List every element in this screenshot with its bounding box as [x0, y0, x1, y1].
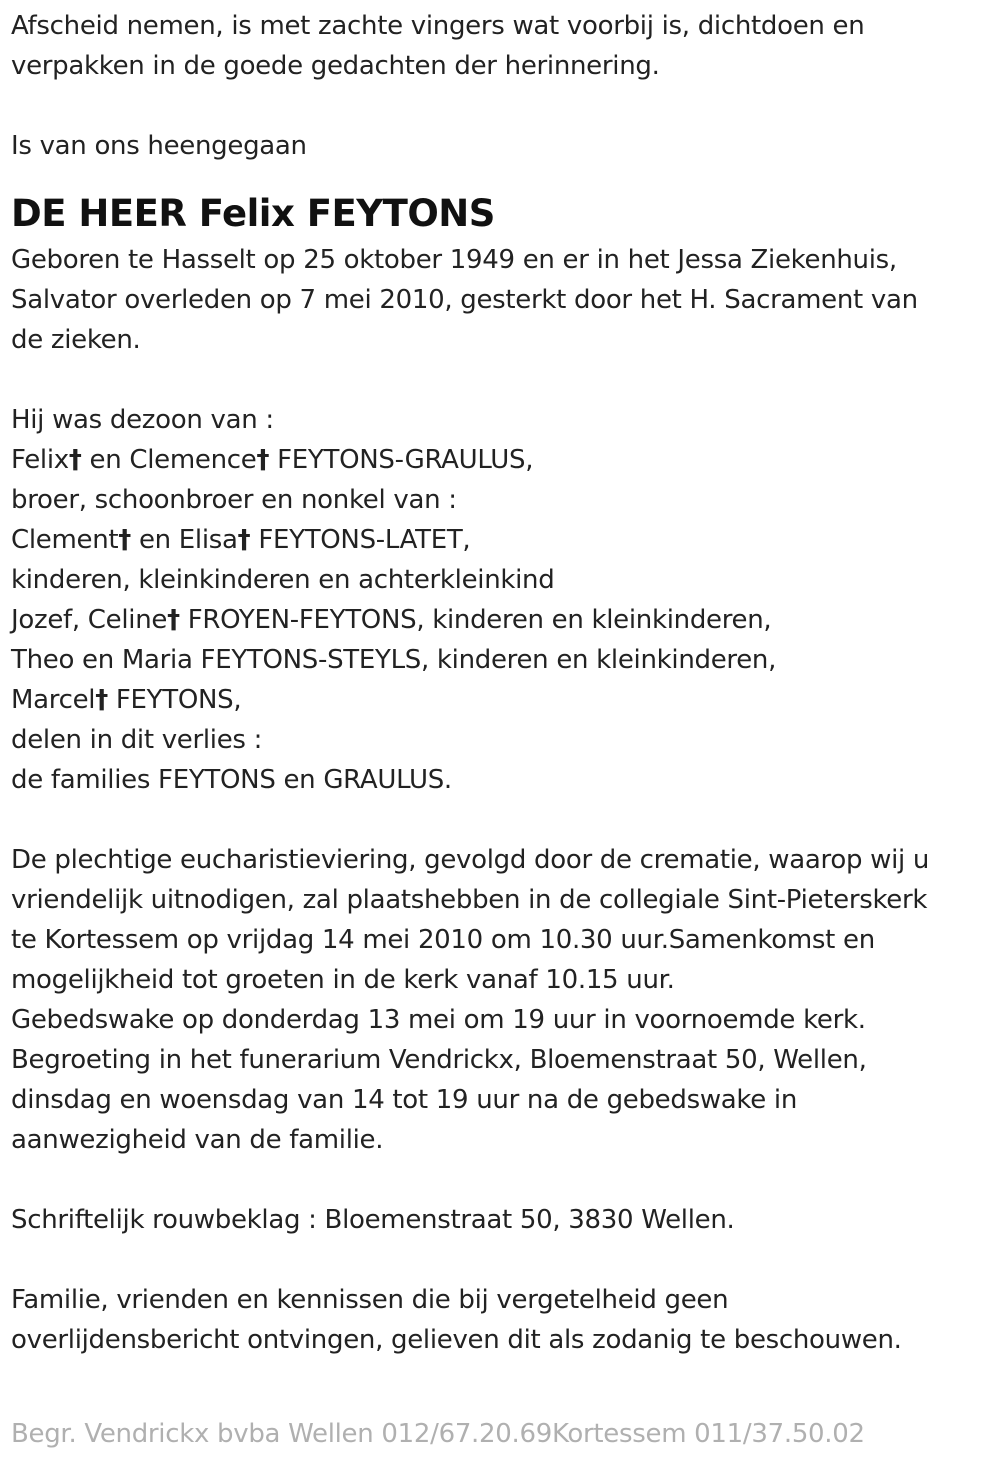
birth-line-1: Geboren te Hasselt op 25 oktober 1949 en er in het Jessa Ziekenhuis,: [11, 245, 897, 275]
deceased-name: DE HEER Felix FEYTONS: [11, 192, 495, 235]
spacer: [11, 360, 990, 400]
funeral-home-footer: Begr. Vendrickx bvba Wellen 012/67.20.69Kortessem 011/37.50.02: [11, 1419, 865, 1449]
ceremony-line-5: Gebedswake op donderdag 13 mei om 19 uur in voornoemde kerk.: [11, 1005, 866, 1035]
ceremony-line-7: dinsdag en woensdag van 14 tot 19 uur na de gebedswake in: [11, 1085, 798, 1115]
families-line: de families FEYTONS en GRAULUS.: [11, 765, 452, 795]
announce-text: Is van ons heengegaan: [11, 131, 307, 161]
notice-line-2: overlijdensbericht ontvingen, gelieven dit als zodanig te beschouwen.: [11, 1325, 902, 1355]
intro-line-2: verpakken in de goede gedachten der herinnering.: [11, 51, 660, 81]
spacer: [11, 166, 990, 192]
ceremony-line-4: mogelijkheid tot groeten in de kerk vanaf 10.15 uur.: [11, 965, 675, 995]
share-label: delen in dit verlies :: [11, 725, 263, 755]
son-of-label: Hij was dezoon van :: [11, 405, 274, 435]
parent-name: en Clemence: [81, 445, 257, 475]
brother-label: broer, schoonbroer en nonkel van :: [11, 485, 457, 515]
spacer: [11, 800, 990, 840]
cross-icon: †: [237, 525, 251, 555]
ceremony-line-8: aanwezigheid van de familie.: [11, 1125, 384, 1155]
ceremony-line-6: Begroeting in het funerarium Vendrickx, Bloemenstraat 50, Wellen,: [11, 1045, 867, 1075]
cross-icon: †: [118, 525, 131, 555]
sibling-surname: FEYTONS-LATET,: [250, 525, 471, 555]
siblings-line-4: [11, 680, 990, 720]
sibling-name: Marcel: [11, 685, 96, 715]
birth-line-3: de zieken.: [11, 325, 141, 355]
sibling-name: en Elisa: [130, 525, 238, 555]
siblings-line-1: [11, 520, 990, 560]
parent-name: Felix: [11, 445, 69, 475]
birth-line-2: Salvator overleden op 7 mei 2010, gesterkt door het H. Sacrament van: [11, 285, 918, 315]
cross-icon: †: [95, 685, 108, 715]
ceremony-line-2: vriendelijk uitnodigen, zal plaatshebben in de collegiale Sint-Pieterskerk: [11, 885, 928, 915]
spacer: [11, 86, 990, 126]
parents-surname: FEYTONS-GRAULUS,: [269, 445, 534, 475]
ceremony-line-3: te Kortessem op vrijdag 14 mei 2010 om 10.30 uur.Samenkomst en: [11, 925, 875, 955]
intro-line-1: Afscheid nemen, is met zachte vingers wat voorbij is, dichtdoen en: [11, 11, 865, 41]
siblings-line-3: Theo en Maria FEYTONS-STEYLS, kinderen en kleinkinderen,: [11, 645, 777, 675]
sibling-name: Jozef, Celine: [11, 605, 168, 635]
cross-icon: †: [256, 445, 270, 475]
parents-line: [11, 440, 990, 480]
sibling-name: Clement: [11, 525, 119, 555]
siblings-line-2: [11, 600, 990, 640]
ceremony-line-1: De plechtige eucharistieviering, gevolgd door de crematie, waarop wij u: [11, 845, 930, 875]
spacer: [11, 1160, 990, 1200]
condolences-address: Schriftelijk rouwbeklag : Bloemenstraat 50, 3830 Wellen.: [11, 1205, 735, 1235]
cross-icon: †: [167, 605, 180, 635]
sibling-surname: FROYEN-FEYTONS, kinderen en kleinkinderen,: [179, 605, 772, 635]
sibling-surname: FEYTONS,: [107, 685, 242, 715]
spacer: [11, 1240, 990, 1280]
notice-line-1: Familie, vrienden en kennissen die bij vergetelheid geen: [11, 1285, 729, 1315]
children-line-1: kinderen, kleinkinderen en achterkleinkind: [11, 565, 555, 595]
cross-icon: †: [68, 445, 82, 475]
